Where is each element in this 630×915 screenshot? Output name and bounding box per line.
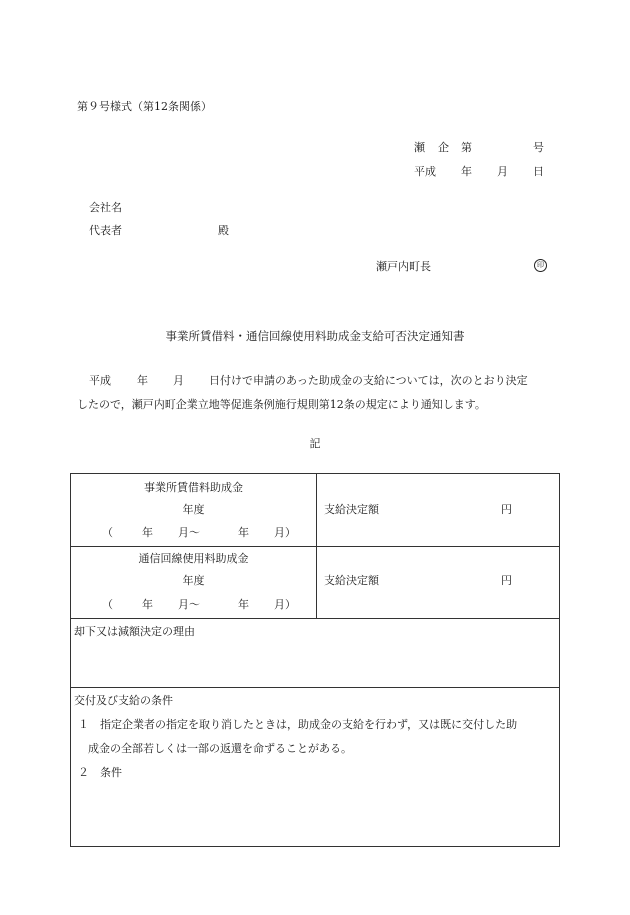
body-line-1: 日付けで申請のあった助成金の支給については，次のとおり決定 (209, 374, 528, 387)
seal-mark: 印 (534, 259, 547, 272)
comm-period-month-end: 月） (274, 598, 296, 611)
date-year-label: 年 (461, 165, 472, 178)
comm-period-year-end: 年 (238, 598, 249, 611)
company-name-label: 会社名 (89, 201, 122, 214)
comm-yen-unit: 円 (501, 574, 512, 587)
form-number: 第９号様式（第12条関係） (77, 100, 212, 113)
honorific: 殿 (218, 224, 229, 237)
date-day-label: 日 (533, 165, 544, 178)
comm-period-open-paren: （ (102, 598, 113, 611)
representative-label: 代表者 (89, 224, 122, 237)
column-divider (316, 474, 317, 618)
rent-amount-label: 支給決定額 (324, 503, 379, 516)
rent-yen-unit: 円 (501, 503, 512, 516)
comm-fiscal-year: 年度 (182, 574, 205, 587)
date-month-label: 月 (497, 165, 508, 178)
body-era: 平成 (89, 374, 111, 387)
sender-name: 瀬戸内町長 (376, 260, 431, 273)
doc-number-prefix-2: 企 (438, 141, 449, 154)
rent-period-month-start: 月～ (178, 526, 200, 539)
rent-subsidy-name: 事業所賃借料助成金 (144, 481, 243, 494)
row-divider (71, 618, 559, 619)
comm-period-month-start: 月～ (178, 598, 200, 611)
body-month-label: 月 (173, 374, 184, 387)
comm-amount-label: 支給決定額 (324, 574, 379, 587)
rent-period-year-end: 年 (238, 526, 249, 539)
condition-item-1-line-2: 成金の全部若しくは一部の返還を命ずることがある。 (88, 742, 352, 755)
document-title: 事業所賃借料・通信回線使用料助成金支給可否決定通知書 (165, 329, 465, 343)
date-era: 平成 (414, 165, 436, 178)
condition-item-1-line-1: １ 指定企業者の指定を取り消したときは，助成金の支給を行わず，又は既に交付した助 (78, 718, 518, 731)
row-divider (71, 546, 559, 547)
rent-period-month-end: 月） (274, 526, 296, 539)
comm-subsidy-name: 通信回線使用料助成金 (138, 552, 249, 565)
conditions-header: 交付及び支給の条件 (74, 694, 173, 707)
rent-period-open-paren: （ (102, 526, 113, 539)
rent-fiscal-year: 年度 (182, 503, 205, 516)
doc-number-prefix-1: 瀬 (414, 141, 425, 154)
ki-heading: 記 (309, 437, 321, 450)
doc-number-prefix-3: 第 (461, 141, 472, 154)
doc-number-suffix: 号 (533, 141, 544, 154)
rent-period-year-start: 年 (142, 526, 153, 539)
subsidy-table (70, 473, 560, 847)
body-year-label: 年 (137, 374, 148, 387)
comm-period-year-start: 年 (142, 598, 153, 611)
condition-item-2: ２ 条件 (78, 766, 122, 779)
body-line-2: したので，瀬戸内町企業立地等促進条例施行規則第12条の規定により通知します。 (77, 398, 486, 411)
row-divider (71, 687, 559, 688)
rejection-reason-label: 却下又は減額決定の理由 (74, 625, 195, 638)
